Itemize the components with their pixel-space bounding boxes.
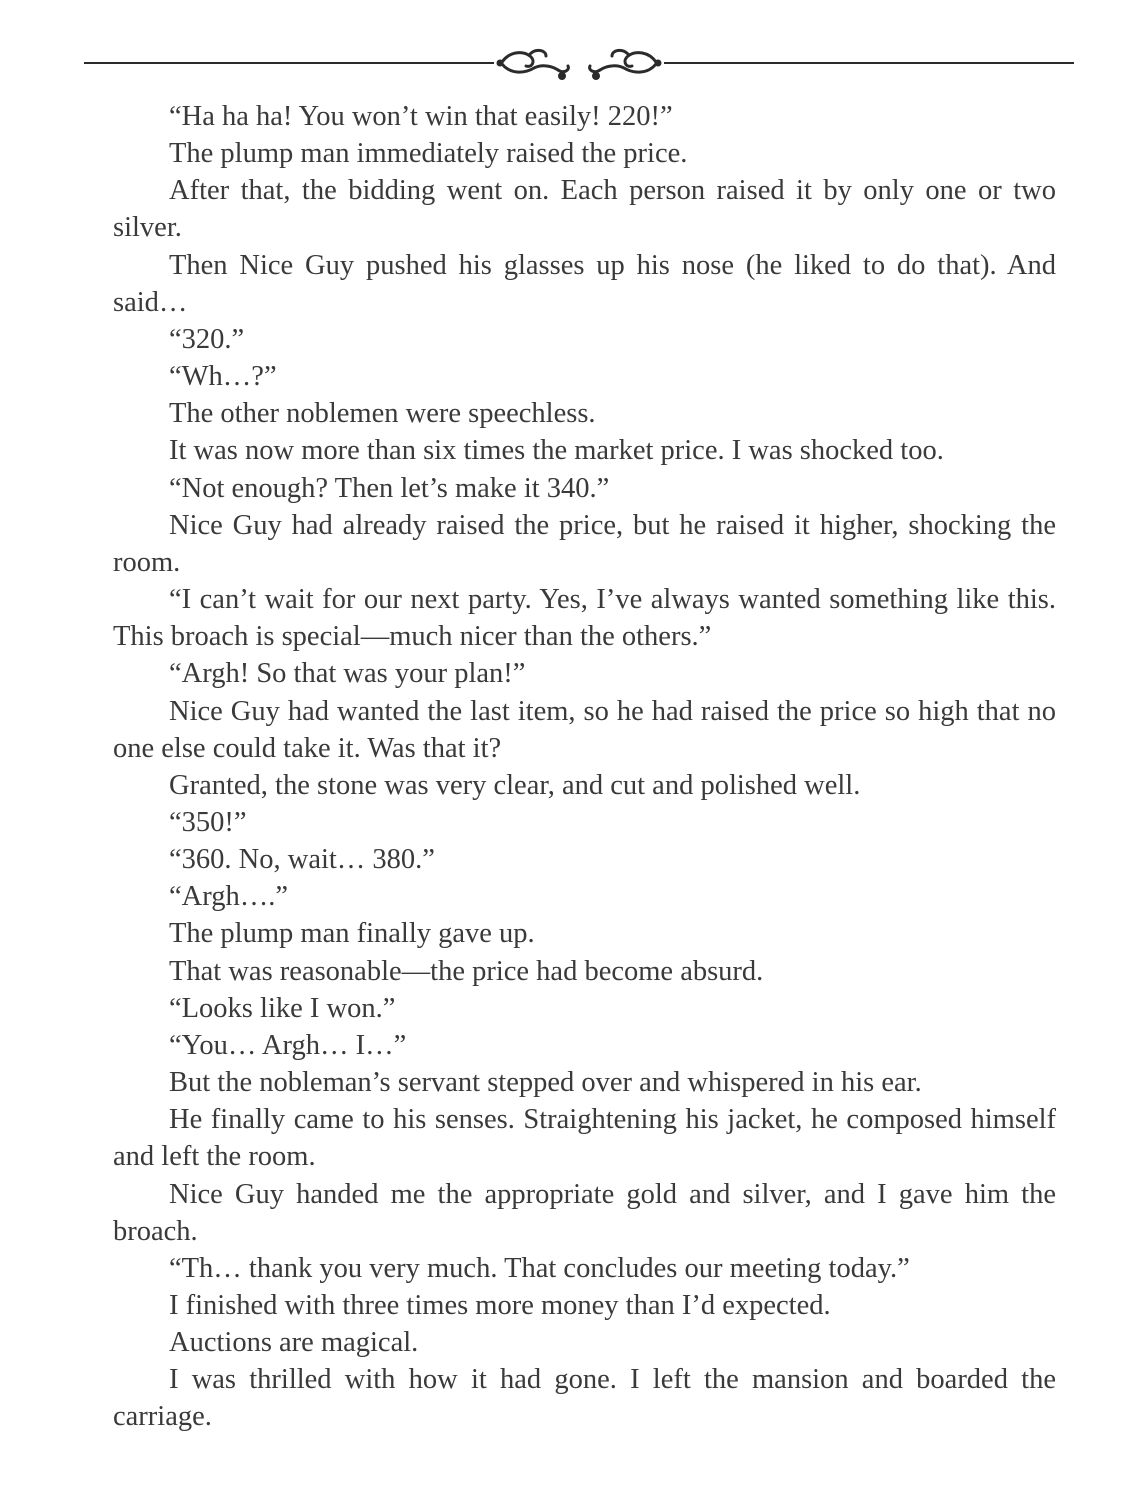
paragraph: It was now more than six times the market price. I was shocked too.: [169, 435, 944, 467]
page-header-ornament: [84, 40, 1074, 88]
paragraph: Nice Guy had wanted the last item, so he had raised the price so high that no one else could take it. Was that it?: [113, 695, 1056, 764]
paragraph: The plump man immediately raised the price.: [169, 138, 688, 170]
paragraph: The other noblemen were speechless.: [169, 398, 596, 430]
paragraph: “You… Argh… I…”: [169, 1029, 407, 1061]
paragraph: “320.”: [169, 323, 245, 355]
paragraph: That was reasonable—the price had become absurd.: [169, 955, 764, 987]
paragraph: “Looks like I won.”: [169, 992, 396, 1024]
paragraph: “Not enough? Then let’s make it 340.”: [169, 472, 610, 504]
paragraph: After that, the bidding went on. Each person raised it by only one or two silver.: [113, 175, 1056, 244]
paragraph: Then Nice Guy pushed his glasses up his nose (he liked to do that). And said…: [113, 249, 1056, 318]
paragraph: The plump man finally gave up.: [169, 918, 535, 950]
paragraph: “Th… thank you very much. That concludes our meeting today.”: [169, 1252, 910, 1284]
paragraph: Nice Guy had already raised the price, but he raised it higher, shocking the room.: [113, 509, 1056, 578]
paragraph: I was thrilled with how it had gone. I left the mansion and boarded the carriage.: [113, 1364, 1056, 1433]
paragraph: “I can’t wait for our next party. Yes, I’ve always wanted something like this. This broach is special—much nicer than the others.”: [113, 584, 1056, 653]
paragraph: “360. No, wait… 380.”: [169, 844, 435, 876]
paragraph: But the nobleman’s servant stepped over and whispered in his ear.: [169, 1067, 922, 1099]
paragraph: “Argh….”: [169, 881, 288, 913]
page-body-text: [113, 98, 1056, 1436]
scroll-flourish-icon: [84, 40, 1074, 88]
paragraph: Granted, the stone was very clear, and cut and polished well.: [169, 769, 861, 801]
paragraph: “Argh! So that was your plan!”: [169, 658, 526, 690]
paragraph: I finished with three times more money than I’d expected.: [169, 1290, 831, 1321]
paragraph: “350!”: [169, 806, 247, 838]
paragraph: Nice Guy handed me the appropriate gold and silver, and I gave him the broach.: [113, 1178, 1056, 1247]
paragraph: Auctions are magical.: [169, 1327, 419, 1359]
paragraph: “Ha ha ha! You won’t win that easily! 220!”: [169, 101, 673, 132]
paragraph: “Wh…?”: [169, 361, 277, 393]
paragraph: He finally came to his senses. Straightening his jacket, he composed himself and left the room.: [113, 1104, 1056, 1173]
